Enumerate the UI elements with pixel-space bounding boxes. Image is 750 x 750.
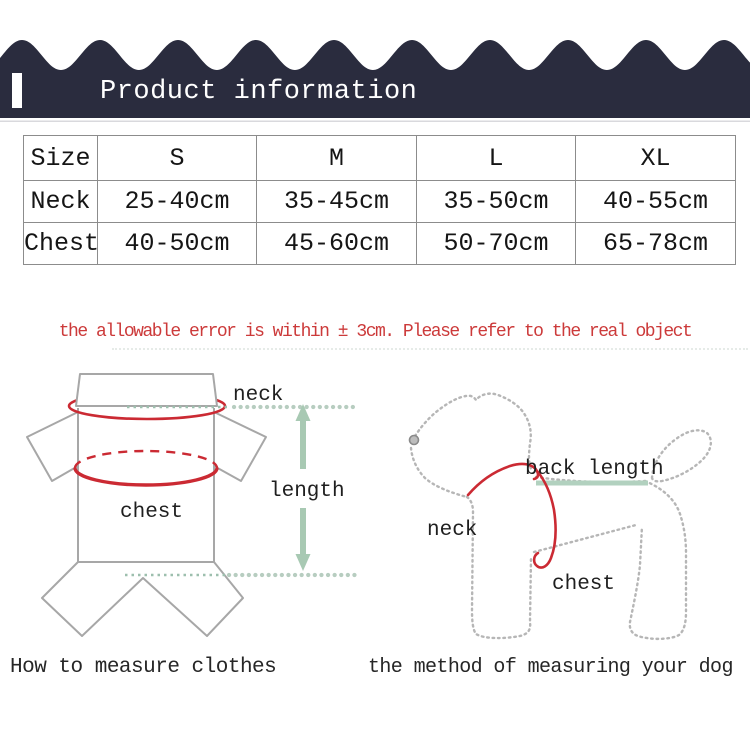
- table-row-chest: [24, 223, 736, 265]
- clothes-chest-label: chest: [120, 501, 184, 524]
- dog-measure-diagram: [370, 350, 750, 650]
- chest-s: 40-50cm: [98, 223, 257, 265]
- neck-m: 35-45cm: [257, 181, 417, 223]
- size-table: [23, 135, 736, 265]
- neck-s: 25-40cm: [98, 181, 257, 223]
- sleeve-right: [214, 412, 266, 481]
- dog-head-outline: [415, 394, 531, 469]
- dog-belly-line: [534, 525, 636, 552]
- chest-l: 50-70cm: [417, 223, 576, 265]
- col-header-l: L: [417, 136, 576, 181]
- neck-xl: 40-55cm: [576, 181, 736, 223]
- sleeve-left: [27, 412, 78, 481]
- dog-rear-leg: [630, 481, 686, 639]
- col-header-xl: XL: [576, 136, 736, 181]
- dog-back-length-label: back length: [525, 458, 664, 481]
- header-underline: [0, 121, 750, 123]
- dog-nose-dot: [410, 436, 419, 445]
- clothes-measure-diagram: [0, 350, 370, 650]
- page-title: Product information: [100, 77, 418, 107]
- leg-flaps-shape: [42, 562, 243, 636]
- clothes-neck-label: neck: [233, 384, 284, 407]
- row-label-chest: Chest: [24, 223, 98, 265]
- dog-diagram-caption: the method of measuring your dog: [368, 656, 733, 679]
- header-wave-band: [0, 0, 750, 130]
- col-header-m: M: [257, 136, 417, 181]
- dog-neck-label: neck: [427, 519, 478, 542]
- col-header-size: Size: [24, 136, 98, 181]
- clothes-length-label: length: [269, 480, 345, 503]
- col-header-s: S: [98, 136, 257, 181]
- chest-m: 45-60cm: [257, 223, 417, 265]
- tolerance-disclaimer: the allowable error is within ± 3cm. Please refer to the real object: [58, 322, 692, 342]
- row-label-neck: Neck: [24, 181, 98, 223]
- table-row-neck: [24, 181, 736, 223]
- dog-chin-outline: [411, 448, 467, 497]
- clothes-diagram-caption: How to measure clothes: [10, 656, 277, 679]
- harness-chest-line: [534, 472, 556, 568]
- dog-chest-label: chest: [552, 573, 616, 596]
- length-arrow-down-head: [296, 554, 311, 571]
- dog-outline: [411, 394, 711, 639]
- collar-shape: [76, 374, 217, 406]
- size-table-header-row: [24, 136, 736, 181]
- chest-xl: 65-78cm: [576, 223, 736, 265]
- neck-l: 35-50cm: [417, 181, 576, 223]
- title-accent-bar: [12, 73, 22, 108]
